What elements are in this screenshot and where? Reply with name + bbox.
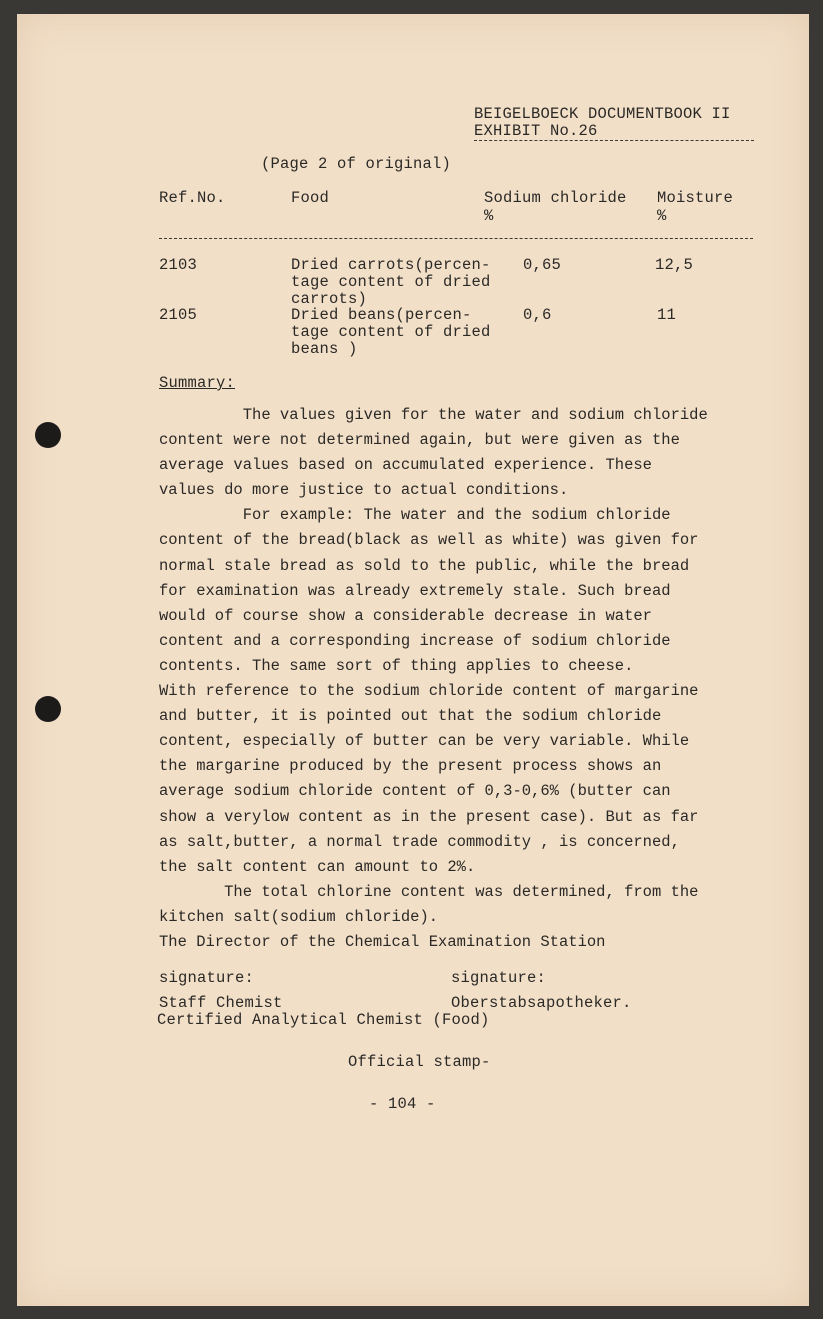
row-sodium: 0,6 (523, 306, 552, 324)
body-line: kitchen salt(sodium chloride). (159, 907, 439, 926)
row-food-line: Dried beans(percen- (291, 306, 472, 324)
body-line: content, especially of butter can be very variable. While (159, 732, 690, 751)
body-line: for examination was already extremely stale. Such bread (159, 581, 671, 600)
exhibit-number: EXHIBIT No.26 (474, 123, 754, 141)
row-food-line: tage content of dried (291, 323, 491, 341)
official-stamp: Official stamp- (348, 1053, 491, 1071)
sodium-unit: % (484, 207, 494, 225)
body-line: With reference to the sodium chloride content of margarine (159, 682, 699, 701)
column-header-ref: Ref.No. (159, 189, 226, 207)
row-food-line: tage content of dried (291, 273, 491, 291)
body-line: For example: The water and the sodium chloride (159, 506, 671, 525)
row-sodium: 0,65 (523, 256, 562, 274)
body-line: normal stale bread as sold to the public, while the bread (159, 556, 690, 575)
signature-subtitle-left: Certified Analytical Chemist (Food) (157, 1011, 490, 1029)
row-moisture: 11 (657, 306, 677, 324)
punch-hole-top (35, 422, 61, 448)
body-line: the margarine produced by the present process shows an (159, 757, 662, 776)
body-line: would of course show a considerable decrease in water (159, 606, 652, 625)
summary-body (159, 403, 759, 955)
body-line: content and a corresponding increase of sodium chloride (159, 631, 671, 650)
body-line: contents. The same sort of thing applies to cheese. (159, 656, 634, 675)
signature-label-right: signature: (451, 969, 547, 987)
row-ref: 2103 (159, 256, 198, 274)
body-line: average values based on accumulated experience. These (159, 456, 652, 475)
body-line: values do more justice to actual conditions. (159, 481, 569, 500)
row-food-line: beans ) (291, 340, 358, 358)
summary-heading: Summary: (159, 374, 236, 392)
body-line: average sodium chloride content of 0,3-0,6% (butter can (159, 782, 671, 801)
document-book-title: BEIGELBOECK DOCUMENTBOOK II (474, 105, 731, 123)
row-moisture: 12,5 (655, 256, 694, 274)
row-food-line: carrots) (291, 290, 368, 308)
punch-hole-bottom (35, 696, 61, 722)
document-page (17, 14, 809, 1306)
column-header-food: Food (291, 189, 330, 207)
column-header-sodium: Sodium chloride (484, 189, 627, 207)
signature-title-left: Staff Chemist (159, 994, 283, 1012)
body-line: show a verylow content as in the present case). But as far (159, 807, 699, 826)
column-header-moisture: Moisture (657, 189, 734, 207)
body-line: The total chlorine content was determined, from the (159, 882, 699, 901)
body-line: the salt content can amount to 2%. (159, 857, 476, 876)
body-line: as salt,butter, a normal trade commodity , is concerned, (159, 832, 680, 851)
signature-label-left: signature: (159, 969, 255, 987)
body-line: and butter, it is pointed out that the sodium chloride (159, 707, 662, 726)
row-ref: 2105 (159, 306, 198, 324)
signature-title-right: Oberstabsapotheker. (451, 994, 632, 1012)
table-header-rule (159, 238, 753, 239)
row-food-line: Dried carrots(percen- (291, 256, 491, 274)
page-note: (Page 2 of original) (261, 155, 452, 173)
moisture-unit: % (657, 207, 667, 225)
body-line: content of the bread(black as well as white) was given for (159, 531, 699, 550)
body-line: content were not determined again, but were given as the (159, 431, 680, 450)
page-number: - 104 - (369, 1095, 436, 1113)
body-line: The values given for the water and sodium chloride (159, 406, 708, 424)
body-line: The Director of the Chemical Examination Station (159, 932, 606, 951)
